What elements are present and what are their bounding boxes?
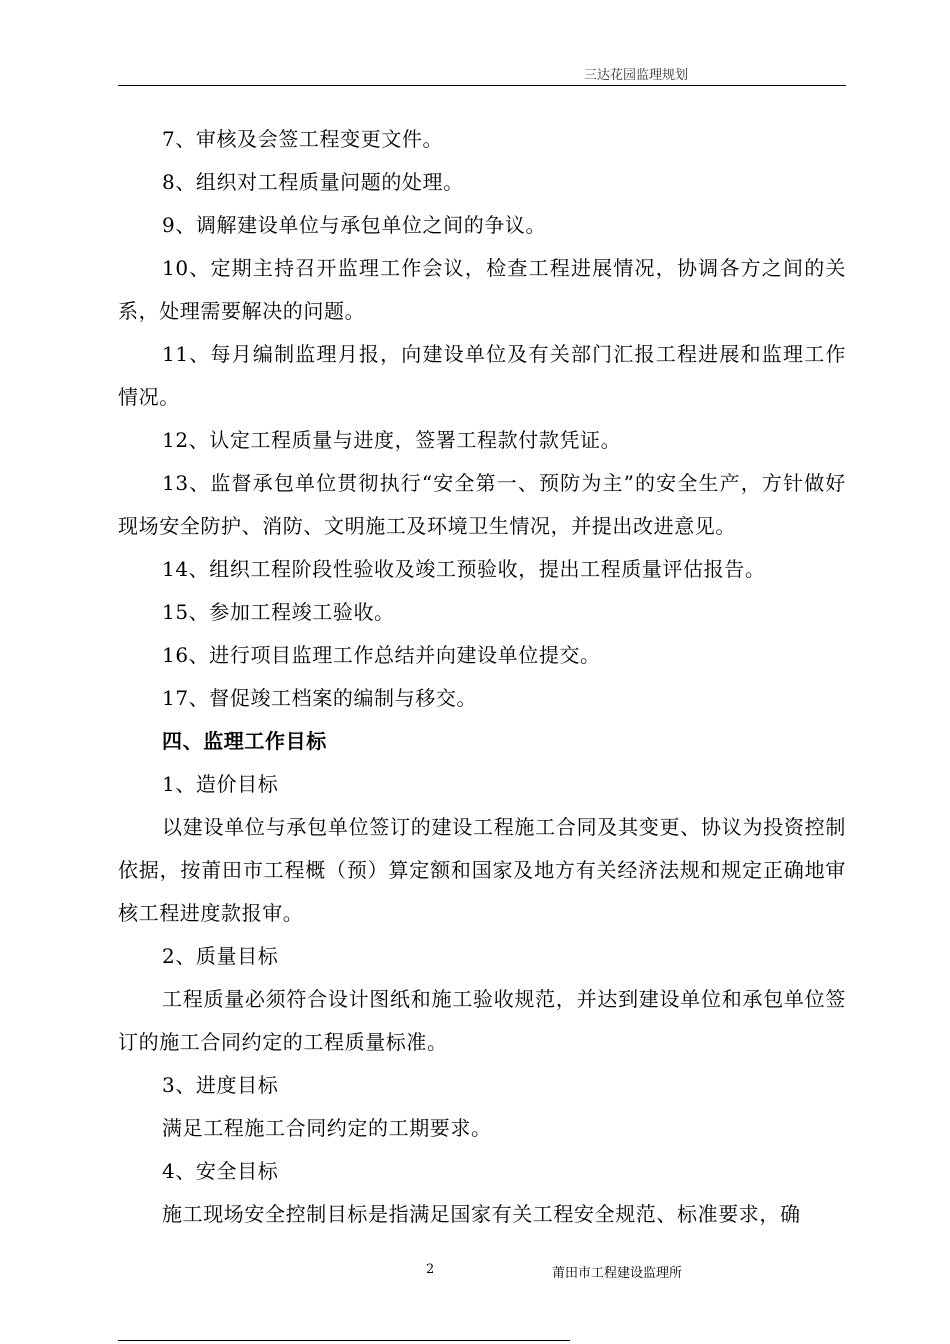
page-number: 2 bbox=[426, 1262, 435, 1277]
duty-item-16: 16、进行项目监理工作总结并向建设单位提交。 bbox=[162, 643, 601, 667]
cost-target-heading: 1、造价目标 bbox=[162, 772, 279, 796]
safety-target-heading: 4、安全目标 bbox=[162, 1159, 279, 1183]
duty-item-7: 7、审核及会签工程变更文件。 bbox=[162, 127, 444, 151]
quality-target-text: 工程质量必须符合设计图纸和施工验收规范，并达到建设单位和承包单位签订的施工合同约定的工程质量标准。 bbox=[118, 987, 846, 1054]
footer-rule bbox=[118, 1340, 570, 1341]
duty-item-15: 15、参加工程竣工验收。 bbox=[162, 600, 395, 624]
header-title: 三达花园监理规划 bbox=[583, 68, 688, 83]
header-rule bbox=[118, 85, 846, 86]
cost-target-text: 以建设单位与承包单位签订的建设工程施工合同及其变更、协议为投资控制依据，按莆田市工程概（预）算定额和国家及地方有关经济法规和规定正确地审核工程进度款报审。 bbox=[118, 815, 846, 925]
duty-item-17: 17、督促竣工档案的编制与移交。 bbox=[162, 686, 478, 710]
duty-item-8: 8、组织对工程质量问题的处理。 bbox=[162, 170, 464, 194]
schedule-target-text: 满足工程施工合同约定的工期要求。 bbox=[162, 1116, 492, 1140]
duty-item-9: 9、调解建设单位与承包单位之间的争议。 bbox=[162, 213, 547, 237]
section-heading: 四、监理工作目标 bbox=[162, 729, 327, 753]
duty-item-13: 13、监督承包单位贯彻执行“安全第一、预防为主”的安全生产，方针做好现场安全防护、消防、文明施工及环境卫生情况，并提出改进意见。 bbox=[118, 471, 846, 538]
duty-item-11: 11、每月编制监理月报，向建设单位及有关部门汇报工程进展和监理工作情况。 bbox=[118, 342, 846, 409]
footer-organization: 莆田市工程建设监理所 bbox=[552, 1266, 683, 1281]
quality-target-heading: 2、质量目标 bbox=[162, 944, 279, 968]
schedule-target-heading: 3、进度目标 bbox=[162, 1073, 279, 1097]
document-body bbox=[118, 118, 846, 1236]
duty-item-10: 10、定期主持召开监理工作会议，检查工程进展情况，协调各方之间的关系，处理需要解决的问题。 bbox=[118, 256, 846, 323]
safety-target-text: 施工现场安全控制目标是指满足国家有关工程安全规范、标准要求，确 bbox=[162, 1202, 801, 1226]
duty-item-12: 12、认定工程质量与进度，签署工程款付款凭证。 bbox=[162, 428, 622, 452]
duty-item-14: 14、组织工程阶段性验收及竣工预验收，提出工程质量评估报告。 bbox=[162, 557, 766, 581]
